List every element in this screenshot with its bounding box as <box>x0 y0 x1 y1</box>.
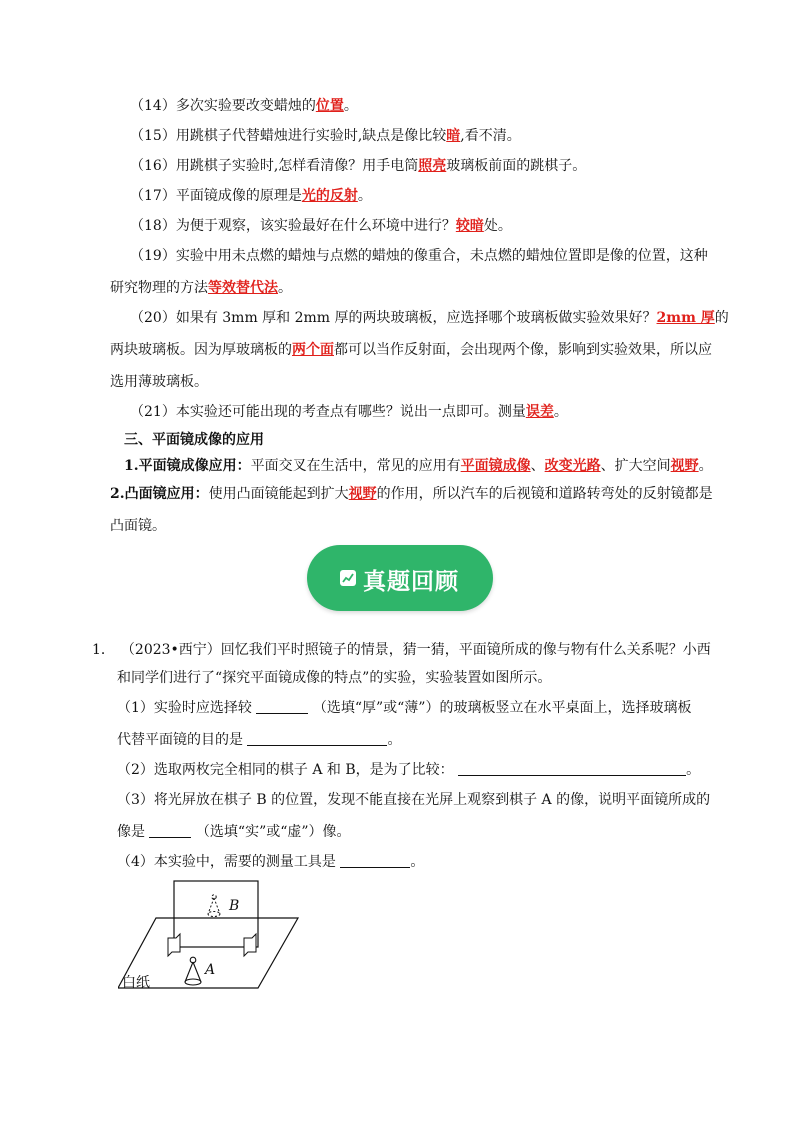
application-2-post: 的作用，所以汽车的后视镜和道路转弯处的反射镜都是 <box>376 486 713 502</box>
item-15-text: （15）用跳棋子代替蜡烛进行实验时,缺点是像比较 <box>130 128 447 144</box>
item-20-text: （20）如果有 3mm 厚和 2mm 厚的两块玻璃板，应选择哪个玻璃板做实验效果好？ <box>130 310 657 326</box>
item-17-answer: 光的反射 <box>301 188 358 204</box>
item-19-line2 <box>110 278 710 298</box>
item-15-end: ,看不清。 <box>460 128 521 144</box>
item-16-end: 玻璃板前面的跳棋子。 <box>446 158 587 174</box>
part1b-end: 。 <box>387 732 402 748</box>
item-14-text: （14）多次实验要改变蜡烛的 <box>130 98 316 114</box>
item-21-end: 。 <box>553 404 568 420</box>
chart-icon <box>340 570 356 586</box>
part3-text: 像是 <box>117 824 145 840</box>
right-support <box>244 934 256 956</box>
item-19-answer: 等效替代法 <box>208 280 278 296</box>
question-1-part1-line1 <box>117 698 717 718</box>
item-18-answer: 较暗 <box>455 218 484 234</box>
application-1-text: 平面交叉在生活中，常见的应用有 <box>250 458 461 474</box>
part2-text: （2）选取两枚完全相同的棋子 A 和 B，是为了比较： <box>117 762 454 778</box>
item-18 <box>130 216 730 236</box>
item-18-end: 处。 <box>483 218 512 234</box>
item-18-text: （18）为便于观察，该实验最好在什么环境中进行？ <box>130 218 456 234</box>
item-19-text: 研究物理的方法 <box>110 280 208 296</box>
item-20-end: 的 <box>714 310 729 326</box>
application-2-cont: 凸面镜。 <box>110 518 166 534</box>
item-20-end2: 都可以当作反射面，会出现两个像，影响到实验效果，所以应 <box>334 342 712 358</box>
section-3-title: 三、平面镜成像的应用 <box>124 432 264 448</box>
item-15-answer: 暗 <box>446 128 461 144</box>
part1b-text: 代替平面镜的目的是 <box>117 732 243 748</box>
answer-blank-tool[interactable] <box>340 853 410 868</box>
item-20-answer: 2mm 厚 <box>656 310 715 326</box>
item-20-answer2: 两个面 <box>292 342 334 358</box>
question-1-part1-line2 <box>117 730 717 750</box>
item-17-end: 。 <box>357 188 372 204</box>
item-20-text2: 两块玻璃板。因为厚玻璃板的 <box>110 342 292 358</box>
answer-blank-compare[interactable] <box>458 761 686 776</box>
part1-text-post: （选填“厚”或“薄”）的玻璃板竖立在水平桌面上，选择玻璃板 <box>312 700 692 716</box>
part3-end: （选填“实”或“虚”）像。 <box>195 824 351 840</box>
item-14-end: 。 <box>343 98 358 114</box>
application-1-answer2: 改变光路 <box>544 458 601 474</box>
question-1-stem-a: （2023•西宁）回忆我们平时照镜子的情景，猜一猜，平面镜所成的像与物有什么关系呢？小西 <box>120 642 711 658</box>
item-16 <box>130 156 730 176</box>
question-number: 1． <box>92 642 115 658</box>
application-1-answer3: 视野 <box>670 458 699 474</box>
part4-end: 。 <box>410 854 425 870</box>
answer-blank-purpose[interactable] <box>247 731 387 746</box>
item-19-end: 。 <box>278 280 292 296</box>
application-2-answer: 视野 <box>348 486 377 502</box>
question-1-part4 <box>117 852 717 872</box>
part4-text: （4）本实验中，需要的测量工具是 <box>117 854 336 870</box>
review-banner <box>307 545 493 611</box>
application-1-end: 。 <box>698 458 713 474</box>
label-b: B <box>229 898 240 914</box>
item-20-line2 <box>110 340 710 360</box>
application-1-sep: 、 <box>530 458 545 474</box>
application-2-label: 2.凸面镜应用： <box>110 486 209 502</box>
application-1-mid: 、扩大空间 <box>600 458 671 474</box>
answer-blank-image-type[interactable] <box>149 823 191 838</box>
question-1-part2 <box>117 760 717 780</box>
application-2-text: 使用凸面镜能起到扩大 <box>208 486 349 502</box>
item-16-answer: 照亮 <box>418 158 447 174</box>
application-2 <box>110 484 713 504</box>
label-a: A <box>205 962 216 978</box>
item-14-answer: 位置 <box>315 98 344 114</box>
application-1-label: 1.平面镜成像应用： <box>124 458 251 474</box>
item-21-answer: 误差 <box>525 404 554 420</box>
question-1-part3-line2 <box>117 822 717 842</box>
question-1-stem-line1 <box>92 640 711 660</box>
item-17 <box>130 186 730 206</box>
glass-plate <box>174 881 258 947</box>
part1-text: （1）实验时应选择较 <box>117 700 252 716</box>
item-16-text: （16）用跳棋子实验时,怎样看清像？用手电筒 <box>130 158 419 174</box>
part2-end: 。 <box>686 762 701 778</box>
question-1-stem-b: 和同学们进行了“探究平面镜成像的特点”的实验，实验装置如图所示。 <box>117 670 552 686</box>
experiment-figure <box>118 876 308 994</box>
item-17-text: （17）平面镜成像的原理是 <box>130 188 302 204</box>
item-14 <box>130 96 730 116</box>
application-1 <box>124 456 724 476</box>
question-1-part3-line1: （3）将光屏放在棋子 B 的位置，发现不能直接在光屏上观察到棋子 A 的像，说明平面镜所成的 <box>117 792 711 808</box>
item-20-line3: 选用薄玻璃板。 <box>110 374 208 390</box>
answer-blank-thickness[interactable] <box>256 699 308 714</box>
paper-label: 白纸 <box>122 975 150 991</box>
item-20-line1 <box>130 308 730 328</box>
item-19-line1: （19）实验中用未点燃的蜡烛与点燃的蜡烛的像重合，未点燃的蜡烛位置即是像的位置，这种 <box>130 248 708 264</box>
item-21 <box>130 402 730 422</box>
item-15 <box>130 126 730 146</box>
item-21-text: （21）本实验还可能出现的考查点有哪些？说出一点即可。测量 <box>130 404 526 420</box>
banner-title: 真题回顾 <box>363 569 459 595</box>
application-1-answer1: 平面镜成像 <box>460 458 531 474</box>
